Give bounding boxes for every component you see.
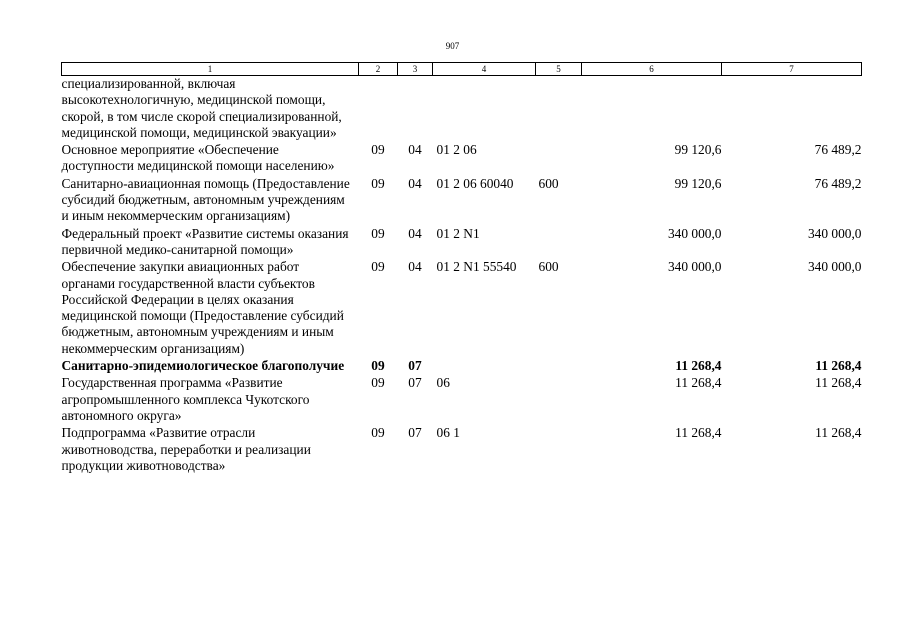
table-row — [62, 141, 862, 175]
row-amount-col7: 76 489,2 — [814, 142, 862, 158]
column-header-2: 2 — [359, 63, 398, 76]
table-row — [62, 76, 862, 142]
row-subsection-code: 07 — [408, 375, 422, 391]
table-row — [62, 175, 862, 225]
row-expense-type — [536, 357, 582, 374]
row-name: Федеральный проект «Развитие системы оказания первичной медико-санитарной помощи» — [61, 225, 349, 257]
row-amount-col6: 340 000,0 — [667, 259, 722, 275]
row-name: Санитарно-авиационная помощь (Предоставление субсидий бюджетным, автономным учреждениям и иным некоммерческим организациям) — [61, 175, 350, 224]
row-section-code: 09 — [371, 142, 385, 158]
row-amount-col6: 340 000,0 — [667, 225, 722, 241]
table-header-row — [62, 63, 862, 76]
row-target-article: 01 2 06 — [436, 142, 477, 158]
row-target-article: 01 2 N1 — [436, 225, 480, 241]
row-subsection-code: 04 — [408, 259, 422, 275]
row-target-article: 01 2 06 60040 — [436, 175, 514, 191]
table-row-section — [62, 357, 862, 374]
row-subsection-code — [398, 76, 433, 142]
row-subsection-code: 07 — [408, 425, 422, 441]
row-section-code: 09 — [371, 358, 385, 374]
table-row — [62, 374, 862, 424]
budget-table — [61, 62, 862, 474]
table-row — [62, 424, 862, 474]
page-number: 907 — [445, 41, 460, 51]
row-amount-col7: 11 268,4 — [815, 375, 862, 391]
row-amount-col6: 11 268,4 — [675, 358, 722, 374]
row-section-code: 09 — [371, 259, 385, 275]
row-target-article: 06 1 — [436, 425, 460, 441]
row-target-article — [433, 357, 536, 374]
row-expense-type — [536, 141, 582, 175]
row-amount-col7: 11 268,4 — [815, 358, 862, 374]
row-amount-col6: 99 120,6 — [674, 175, 722, 191]
column-header-4: 4 — [433, 63, 536, 76]
column-header-7: 7 — [722, 63, 862, 76]
row-amount-col6: 11 268,4 — [675, 375, 722, 391]
row-section-code — [359, 76, 398, 142]
row-target-article — [433, 76, 536, 142]
row-expense-type: 600 — [538, 175, 559, 191]
row-section-code: 09 — [371, 175, 385, 191]
row-amount-col6: 11 268,4 — [675, 425, 722, 441]
row-amount-col7: 340 000,0 — [807, 259, 862, 275]
row-subsection-code: 04 — [408, 225, 422, 241]
table-row — [62, 258, 862, 357]
row-name: Основное мероприятие «Обеспечение доступности медицинской помощи населению» — [61, 142, 335, 174]
row-name: Государственная программа «Развитие агропромышленного комплекса Чукотского автономного округа» — [61, 375, 310, 423]
row-amount-col6: 99 120,6 — [674, 142, 722, 158]
row-section-code: 09 — [371, 425, 385, 441]
row-target-article: 06 — [436, 375, 450, 391]
column-header-5: 5 — [536, 63, 582, 76]
row-subsection-code: 04 — [408, 175, 422, 191]
row-section-code: 09 — [371, 375, 385, 391]
row-expense-type: 600 — [538, 259, 559, 275]
row-amount-col7 — [722, 76, 862, 142]
row-name: Обеспечение закупки авиационных работ органами государственной власти субъектов Российской Федерации в целях оказания медицинской помощи (Предоставление субсидий бюджетным, автономным учреждениям и иным некоммерческим организациям) — [61, 259, 344, 356]
row-expense-type — [536, 76, 582, 142]
column-header-3: 3 — [398, 63, 433, 76]
row-amount-col7: 340 000,0 — [807, 225, 862, 241]
table-row — [62, 225, 862, 259]
row-name: Санитарно-эпидемиологическое благополучие — [61, 358, 345, 374]
row-subsection-code: 07 — [408, 358, 422, 374]
row-expense-type — [536, 374, 582, 424]
row-amount-col7: 11 268,4 — [815, 425, 862, 441]
row-amount-col7: 76 489,2 — [814, 175, 862, 191]
row-name: Подпрограмма «Развитие отрасли животноводства, переработки и реализации продукции животноводства» — [61, 425, 311, 473]
row-subsection-code: 04 — [408, 142, 422, 158]
column-header-1: 1 — [62, 63, 359, 76]
row-name: специализированной, включая высокотехнологичную, медицинской помощи, скорой, в том числе скорой специализированной, медицинской помощи, медицинской эвакуации» — [61, 76, 342, 140]
column-header-6: 6 — [582, 63, 722, 76]
row-target-article: 01 2 N1 55540 — [436, 259, 517, 275]
row-section-code: 09 — [371, 225, 385, 241]
row-amount-col6 — [582, 76, 722, 142]
row-expense-type — [536, 225, 582, 259]
row-expense-type — [536, 424, 582, 474]
